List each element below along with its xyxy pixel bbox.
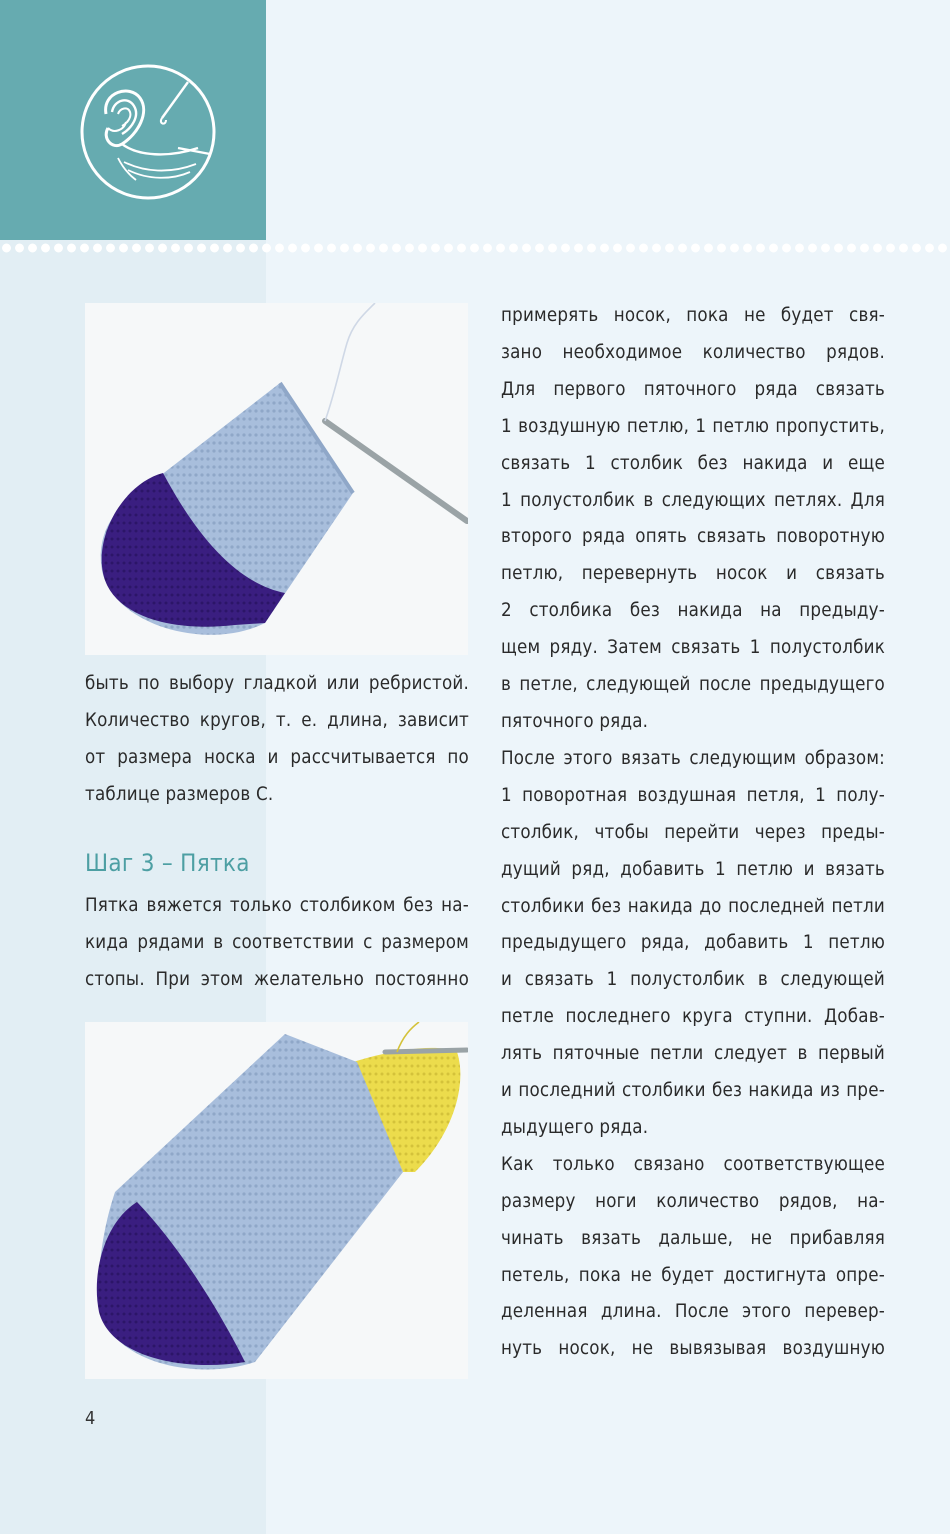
text-line: деленная длина. После этого перевер-: [501, 1301, 885, 1323]
text-line: 2 столбика без накида на предыду-: [501, 600, 885, 622]
text-line: таблице размеров С.: [85, 783, 274, 805]
text-line: петель, пока не будет достигнута опре-: [501, 1264, 885, 1286]
text-line: столбики без накида до последней петли: [501, 895, 885, 917]
text-line: 1 воздушную петлю, 1 петлю пропустить,: [501, 415, 885, 437]
text-line: стопы. При этом желательно постоянно: [85, 968, 469, 990]
text-line: пяточного ряда.: [501, 710, 649, 732]
text-line: кида рядами в соответствии с размером: [85, 931, 469, 953]
sock-photo-toe: [85, 303, 468, 655]
text-line: быть по выбору гладкой или ребристой.: [85, 673, 469, 694]
text-line: в петле, следующей после предыдущего: [501, 674, 885, 696]
text-line: 1 поворотная воздушная петля, 1 полу-: [501, 784, 885, 806]
text-line: Как только связано соответствующее: [501, 1153, 885, 1175]
sock-photo-heel: [85, 1022, 468, 1379]
right-column-text: [501, 298, 885, 1368]
text-line: петле последнего круга ступни. Добав-: [501, 1006, 885, 1028]
text-line: Количество кругов, т. е. длина, зависит: [85, 709, 469, 731]
text-line: щем ряду. Затем связать 1 полустолбик: [501, 637, 885, 659]
text-line: и последний столбики без накида из пре-: [501, 1080, 885, 1102]
text-line: 1 полустолбик в следующих петлях. Для: [501, 489, 885, 511]
text-line: Пятка вяжется только столбиком без на-: [85, 895, 469, 916]
text-line: от размера носка и рассчитывается по: [85, 746, 469, 768]
text-line: второго ряда опять связать поворотную: [501, 526, 885, 548]
text-line: Для первого пяточного ряда связать: [501, 378, 885, 400]
text-line: и связать 1 полустолбик в следующей: [501, 969, 885, 991]
step-text: [85, 888, 469, 999]
text-line: дущий ряд, добавить 1 петлю и вязать: [501, 858, 885, 880]
dotted-divider: [0, 240, 950, 256]
step-heading: Шаг 3 – Пятка: [85, 849, 250, 877]
text-line: чинать вязать дальше, не прибавляя: [501, 1227, 885, 1249]
text-line: дыдущего ряда.: [501, 1116, 649, 1138]
text-line: петлю, перевернуть носок и связать: [501, 563, 885, 585]
text-line: нуть носок, не вывязывая воздушную: [501, 1338, 885, 1360]
text-line: предыдущего ряда, добавить 1 петлю: [501, 932, 885, 954]
text-line: зано необходимое количество рядов.: [501, 341, 885, 363]
yarn-crochet-hook-icon: [78, 62, 218, 202]
text-line: лять пяточные петли следует в первый: [501, 1043, 885, 1065]
text-line: размеру ноги количество рядов, на-: [501, 1190, 885, 1212]
text-line: столбик, чтобы перейти через преды-: [501, 821, 885, 843]
left-text-top: [85, 666, 469, 814]
page-number: 4: [85, 1408, 96, 1429]
text-line: примерять носок, пока не будет свя-: [501, 305, 885, 326]
text-line: После этого вязать следующим образом:: [501, 747, 885, 769]
text-line: связать 1 столбик без накида и еще: [501, 452, 885, 474]
